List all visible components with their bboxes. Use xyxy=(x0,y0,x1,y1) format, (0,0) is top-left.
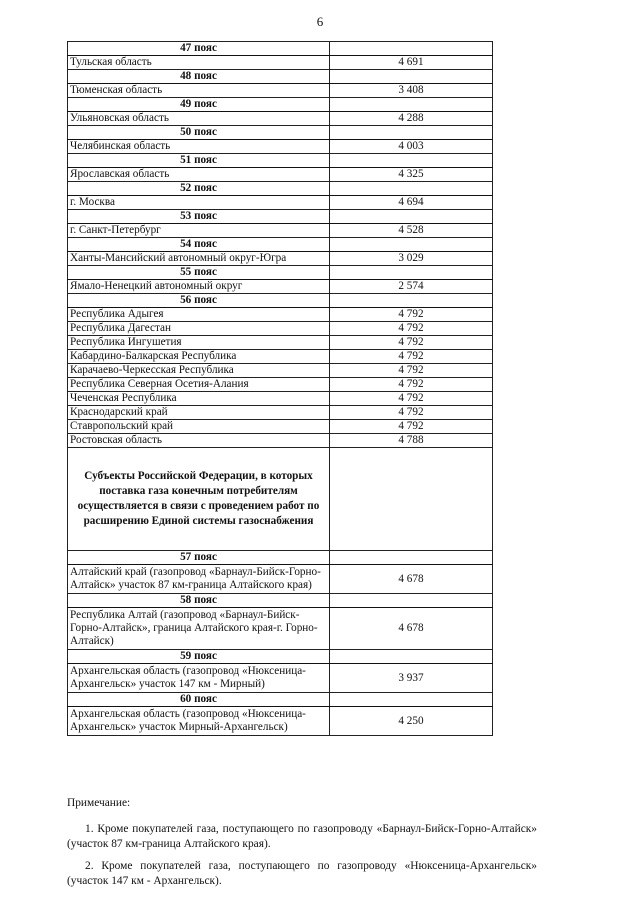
table-row xyxy=(68,322,493,336)
table-row xyxy=(68,350,493,364)
price-value: 4 678 xyxy=(330,565,493,594)
zone-value-blank xyxy=(330,238,493,252)
price-value: 4 788 xyxy=(330,434,493,448)
zone-header-row xyxy=(68,182,493,196)
region-name: г. Москва xyxy=(68,196,330,210)
price-value: 4 694 xyxy=(330,196,493,210)
table-row xyxy=(68,280,493,294)
price-value: 3 029 xyxy=(330,252,493,266)
table-row xyxy=(68,420,493,434)
zone-name: 57 пояс xyxy=(68,551,330,565)
region-name: Алтайский край (газопровод «Барнаул-Бийск-Горно-Алтайск» участок 87 км-граница Алтайского края) xyxy=(68,565,330,594)
zone-header-row xyxy=(68,210,493,224)
table-row xyxy=(68,336,493,350)
price-value: 4 792 xyxy=(330,378,493,392)
table-row xyxy=(68,608,493,650)
region-name: Ростовская область xyxy=(68,434,330,448)
price-table xyxy=(67,41,493,736)
zone-value-blank xyxy=(330,126,493,140)
region-name: г. Санкт-Петербург xyxy=(68,224,330,238)
zone-header-row xyxy=(68,693,493,707)
region-name: Архангельская область (газопровод «Нюксеница-Архангельск» участок 147 км - Мирный) xyxy=(68,664,330,693)
zone-name: 56 пояс xyxy=(68,294,330,308)
zone-name: 52 пояс xyxy=(68,182,330,196)
price-value: 4 792 xyxy=(330,308,493,322)
region-name: Тульская область xyxy=(68,56,330,70)
table-row xyxy=(68,434,493,448)
price-value: 4 792 xyxy=(330,392,493,406)
region-name: Республика Дагестан xyxy=(68,322,330,336)
table-row xyxy=(68,392,493,406)
zone-header-row xyxy=(68,98,493,112)
zone-name: 51 пояс xyxy=(68,154,330,168)
zone-header-row xyxy=(68,650,493,664)
region-name: Чеченская Республика xyxy=(68,392,330,406)
table-row xyxy=(68,308,493,322)
zone-name: 47 пояс xyxy=(68,42,330,56)
subject-header-blank xyxy=(330,448,493,551)
region-name: Республика Адыгея xyxy=(68,308,330,322)
zone-name: 48 пояс xyxy=(68,70,330,84)
region-name: Ямало-Ненецкий автономный округ xyxy=(68,280,330,294)
region-name: Республика Северная Осетия-Алания xyxy=(68,378,330,392)
zone-value-blank xyxy=(330,266,493,280)
table-row xyxy=(68,406,493,420)
region-name: Республика Алтай (газопровод «Барнаул-Бийск-Горно-Алтайск», граница Алтайского края-г. Горно-Алтайск) xyxy=(68,608,330,650)
zone-value-blank xyxy=(330,650,493,664)
zone-name: 58 пояс xyxy=(68,594,330,608)
price-value: 4 792 xyxy=(330,322,493,336)
subject-header-row xyxy=(68,448,493,551)
zone-value-blank xyxy=(330,551,493,565)
table-row xyxy=(68,140,493,154)
price-value: 4 003 xyxy=(330,140,493,154)
table-row xyxy=(68,565,493,594)
zone-header-row xyxy=(68,42,493,56)
price-value: 3 937 xyxy=(330,664,493,693)
zone-header-row xyxy=(68,70,493,84)
zone-header-row xyxy=(68,266,493,280)
table-row xyxy=(68,224,493,238)
price-value: 4 678 xyxy=(330,608,493,650)
zone-value-blank xyxy=(330,98,493,112)
zone-name: 54 пояс xyxy=(68,238,330,252)
zone-header-row xyxy=(68,294,493,308)
zone-name: 49 пояс xyxy=(68,98,330,112)
region-name: Тюменская область xyxy=(68,84,330,98)
region-name: Карачаево-Черкесская Республика xyxy=(68,364,330,378)
table-row xyxy=(68,707,493,736)
price-value: 4 288 xyxy=(330,112,493,126)
region-name: Архангельская область (газопровод «Нюксеница-Архангельск» участок Мирный-Архангельск) xyxy=(68,707,330,736)
table-row xyxy=(68,664,493,693)
price-value: 4 792 xyxy=(330,364,493,378)
table-row xyxy=(68,168,493,182)
zone-value-blank xyxy=(330,42,493,56)
region-name: Ульяновская область xyxy=(68,112,330,126)
region-name: Ставропольский край xyxy=(68,420,330,434)
note-item: 2. Кроме покупателей газа, поступающего по газопроводу «Нюксеница-Архангельск» (участок 147 км - Архангельск). xyxy=(67,860,537,887)
price-value: 4 792 xyxy=(330,420,493,434)
zone-name: 50 пояс xyxy=(68,126,330,140)
price-value: 4 325 xyxy=(330,168,493,182)
table-row xyxy=(68,364,493,378)
notes-section xyxy=(67,796,537,896)
zone-name: 59 пояс xyxy=(68,650,330,664)
zone-value-blank xyxy=(330,594,493,608)
region-name: Краснодарский край xyxy=(68,406,330,420)
price-value: 4 691 xyxy=(330,56,493,70)
table-row xyxy=(68,112,493,126)
zone-value-blank xyxy=(330,693,493,707)
notes-title: Примечание: xyxy=(67,797,131,809)
zone-header-row xyxy=(68,594,493,608)
zone-header-row xyxy=(68,154,493,168)
zone-name: 55 пояс xyxy=(68,266,330,280)
price-value: 4 792 xyxy=(330,406,493,420)
zone-header-row xyxy=(68,238,493,252)
zone-header-row xyxy=(68,126,493,140)
zone-header-row xyxy=(68,551,493,565)
table-row xyxy=(68,56,493,70)
region-name: Ярославская область xyxy=(68,168,330,182)
price-value: 4 528 xyxy=(330,224,493,238)
page-number: 6 xyxy=(316,14,324,29)
zone-value-blank xyxy=(330,182,493,196)
note-item: 1. Кроме покупателей газа, поступающего по газопроводу «Барнаул-Бийск-Горно-Алтайск» (участок 87 км-граница Алтайского края). xyxy=(67,823,537,850)
table-row xyxy=(68,196,493,210)
price-value: 4 792 xyxy=(330,336,493,350)
region-name: Кабардино-Балкарская Республика xyxy=(68,350,330,364)
price-value: 3 408 xyxy=(330,84,493,98)
table-row xyxy=(68,378,493,392)
zone-name: 60 пояс xyxy=(68,693,330,707)
region-name: Челябинская область xyxy=(68,140,330,154)
price-value: 2 574 xyxy=(330,280,493,294)
zone-value-blank xyxy=(330,70,493,84)
table-row xyxy=(68,84,493,98)
subject-header-text: Субъекты Российской Федерации, в которых поставка газа конечным потребителям осуществляется в связи с проведением работ по расширению Единой системы газоснабжения xyxy=(68,448,330,551)
zone-name: 53 пояс xyxy=(68,210,330,224)
table-row xyxy=(68,252,493,266)
zone-value-blank xyxy=(330,210,493,224)
zone-value-blank xyxy=(330,294,493,308)
region-name: Республика Ингушетия xyxy=(68,336,330,350)
price-value: 4 792 xyxy=(330,350,493,364)
region-name: Ханты-Мансийский автономный округ-Югра xyxy=(68,252,330,266)
zone-value-blank xyxy=(330,154,493,168)
price-value: 4 250 xyxy=(330,707,493,736)
